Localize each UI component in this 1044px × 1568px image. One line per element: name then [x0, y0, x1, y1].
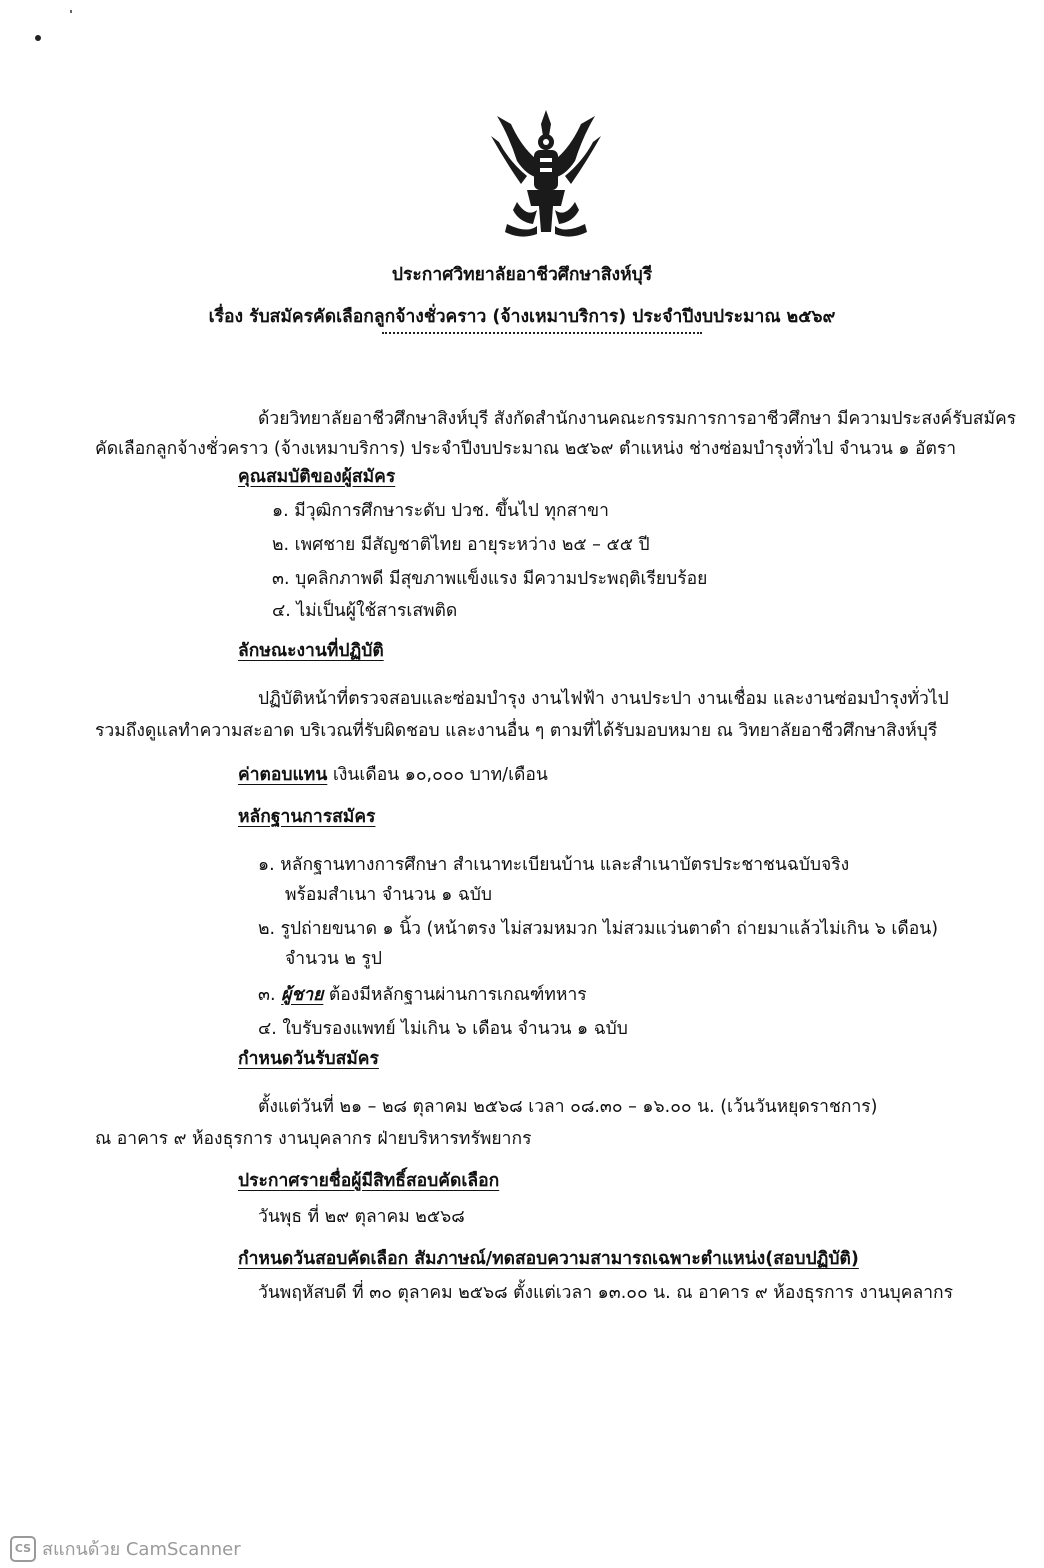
salary-value: เงินเดือน ๑๐,๐๐๐ บาท/เดือน — [332, 765, 548, 785]
scan-speck — [35, 35, 41, 41]
duties-line-1: ปฏิบัติหน้าที่ตรวจสอบและซ่อมบำรุง งานไฟฟ้า งานประปา งานเชื่อม และงานซ่อมบำรุงทั่วไป — [258, 689, 949, 709]
document-item-3-emphasis: ผู้ชาย — [281, 985, 324, 1005]
announcement-title: ประกาศวิทยาลัยอาชีวศึกษาสิงห์บุรี — [391, 265, 653, 285]
document-item-1-cont: พร้อมสำเนา จำนวน ๑ ฉบับ — [285, 885, 493, 905]
application-period-heading: กำหนดวันรับสมัคร — [238, 1049, 379, 1069]
document-item-4: ๔. ใบรับรองแพทย์ ไม่เกิน ๖ เดือน จำนวน ๑ ฉบับ — [258, 1019, 628, 1039]
salary-heading: ค่าตอบแทน — [238, 765, 328, 785]
exam-detail: วันพฤหัสบดี ที่ ๓๐ ตุลาคม ๒๕๖๘ ตั้งแต่เวลา ๑๓.๐๐ น. ณ อาคาร ๙ ห้องธุรการ งานบุคลากร — [258, 1283, 954, 1303]
scanner-watermark-text: สแกนด้วย CamScanner — [42, 1539, 241, 1560]
document-item-3 — [258, 980, 587, 1008]
announcement-date: วันพุธ ที่ ๒๙ ตุลาคม ๒๕๖๘ — [258, 1207, 465, 1227]
duties-heading: ลักษณะงานที่ปฏิบัติ — [238, 641, 384, 661]
garuda-emblem-icon — [487, 106, 605, 244]
document-item-2-cont: จำนวน ๒ รูป — [285, 949, 383, 969]
qualification-item: ๔. ไม่เป็นผู้ใช้สารเสพติด — [272, 601, 458, 621]
application-period-line-1: ตั้งแต่วันที่ ๒๑ – ๒๘ ตุลาคม ๒๕๖๘ เวลา ๐๘.๓๐ – ๑๖.๐๐ น. (เว้นวันหยุดราชการ) — [258, 1097, 878, 1117]
salary-line — [238, 760, 548, 788]
exam-heading: กำหนดวันสอบคัดเลือก สัมภาษณ์/ทดสอบความสามารถเฉพาะตำแหน่ง(สอบปฏิบัติ) — [238, 1249, 859, 1269]
qualification-item: ๑. มีวุฒิการศึกษาระดับ ปวช. ขึ้นไป ทุกสาขา — [272, 501, 609, 521]
qualification-item: ๓. บุคลิกภาพดี มีสุขภาพแข็งแรง มีความประพฤติเรียบร้อย — [272, 569, 708, 589]
intro-line-1: ด้วยวิทยาลัยอาชีวศึกษาสิงห์บุรี สังกัดสำนักงานคณะกรรมการการอาชีวศึกษา มีความประสงค์รับสมัคร — [258, 409, 1017, 429]
duties-line-2: รวมถึงดูแลทำความสะอาด บริเวณที่รับผิดชอบ และงานอื่น ๆ ตามที่ได้รับมอบหมาย ณ วิทยาลัยอาชีวศึกษาสิงห์บุรี — [95, 721, 938, 741]
document-item-3-number: ๓. — [258, 985, 276, 1005]
dotted-divider — [382, 332, 702, 334]
document-item-1: ๑. หลักฐานทางการศึกษา สำเนาทะเบียนบ้าน และสำเนาบัตรประชาชนฉบับจริง — [258, 855, 850, 875]
document-item-2: ๒. รูปถ่ายขนาด ๑ นิ้ว (หน้าตรง ไม่สวมหมวก ไม่สวมแว่นตาดำ ถ่ายมาแล้วไม่เกิน ๖ เดือน) — [258, 919, 939, 939]
documents-heading: หลักฐานการสมัคร — [238, 807, 376, 827]
qualifications-heading: คุณสมบัติของผู้สมัคร — [238, 467, 396, 487]
application-period-line-2: ณ อาคาร ๙ ห้องธุรการ งานบุคลากร ฝ่ายบริหารทรัพยากร — [95, 1129, 532, 1149]
announcement-heading: ประกาศรายชื่อผู้มีสิทธิ์สอบคัดเลือก — [238, 1171, 500, 1191]
qualification-item: ๒. เพศชาย มีสัญชาติไทย อายุระหว่าง ๒๕ – ๕๕ ปี — [272, 535, 650, 555]
intro-line-2: คัดเลือกลูกจ้างชั่วคราว (จ้างเหมาบริการ) ประจำปีงบประมาณ ๒๕๖๙ ตำแหน่ง ช่างซ่อมบำรุงทั่วไป จำนวน ๑ อัตรา — [95, 439, 957, 459]
camscanner-logo-icon: CS — [10, 1536, 36, 1562]
document-item-3-text: ต้องมีหลักฐานผ่านการเกณฑ์ทหาร — [328, 985, 587, 1005]
announcement-subject: เรื่อง รับสมัครคัดเลือกลูกจ้างชั่วคราว (จ้างเหมาบริการ) ประจำปีงบประมาณ ๒๕๖๙ — [208, 307, 836, 327]
scanner-watermark — [10, 1534, 241, 1563]
scan-speck — [70, 10, 72, 13]
